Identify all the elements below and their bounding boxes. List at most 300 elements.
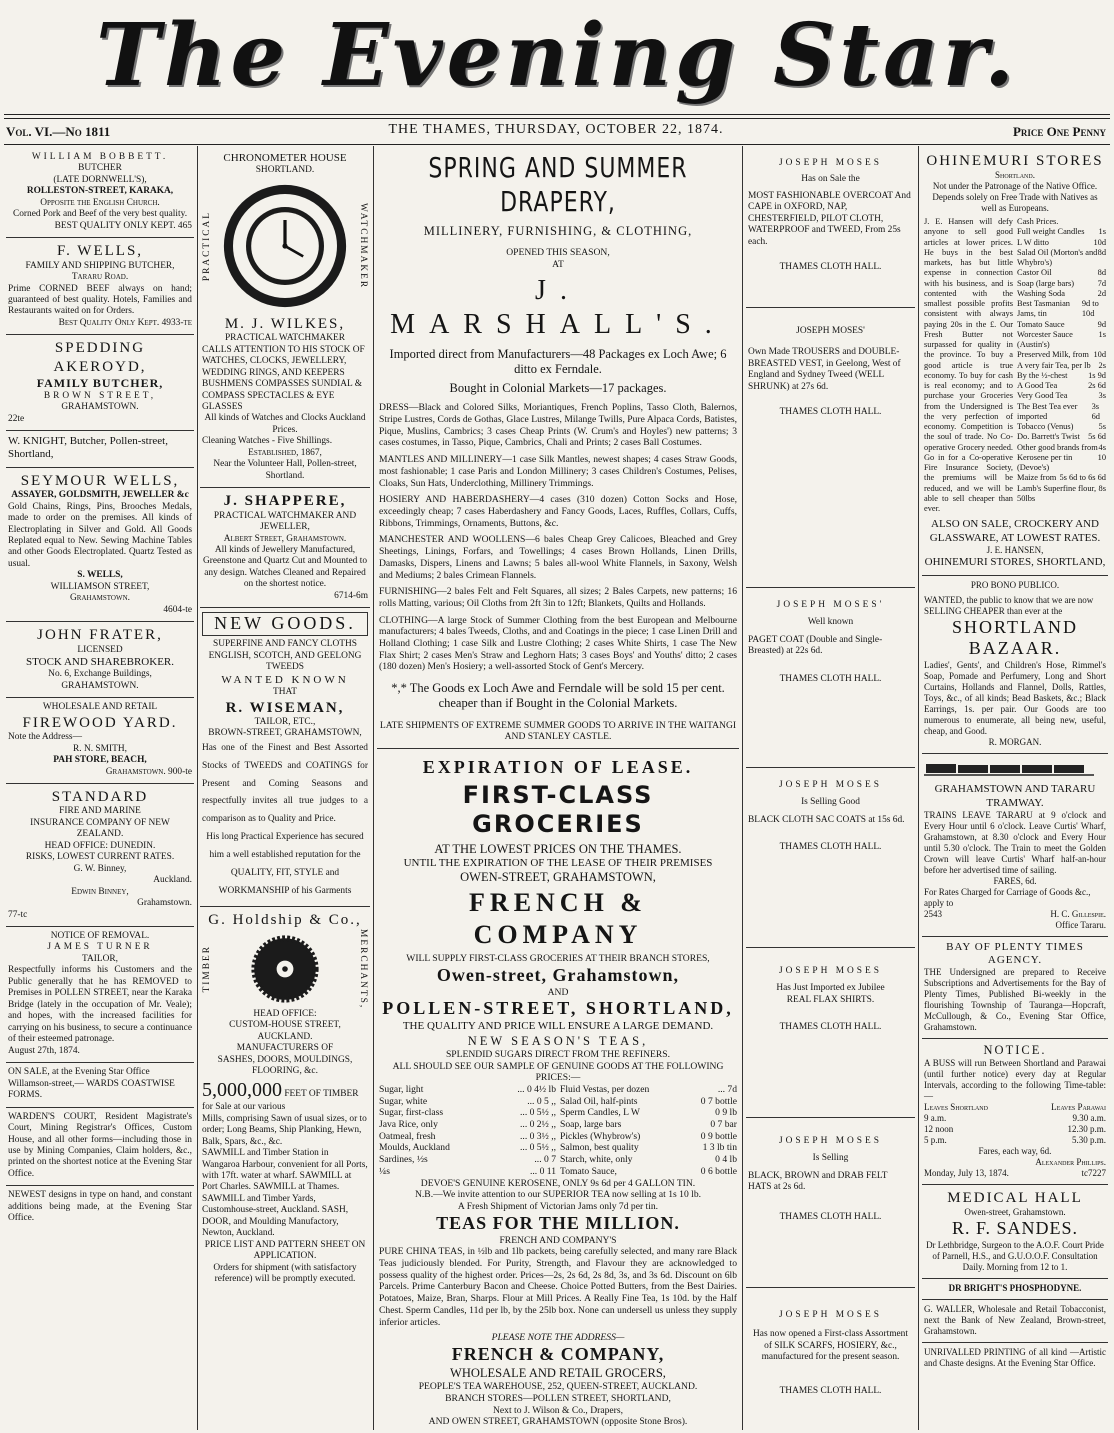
ad-body: Has now opened a First-class Assortment of SILK SCARFS, HOSIERY, &c., manufactured for the present season. — [753, 1329, 908, 1363]
ad-address: CUSTOM-HOUSE STREET, AUCKLAND. — [229, 1020, 341, 1042]
item-price: 8d — [1097, 268, 1106, 278]
ad-body: CALLS ATTENTION TO HIS STOCK OF WATCHES, CLOCKS, JEWELLERY, WEDDING RINGS, AND KEEPERS BUSHMENS COMPASSES SUNDIAL & COMPASS SPECTACLES & EYE GLASSES — [202, 344, 365, 412]
ad-french-company — [377, 749, 739, 1428]
ad-location: Opposite the English Church. — [40, 197, 160, 208]
departure-parawai: 12.30 p.m. — [1067, 1124, 1106, 1135]
ad-heading: J. SHAPPERE, — [223, 493, 347, 510]
ad-moses-3 — [746, 588, 915, 768]
departure-shortland: 5 p.m. — [924, 1135, 947, 1146]
ad-subheading: MILLINERY, FURNISHING, & CLOTHING, — [423, 223, 693, 238]
ad-heading: SPEDDING AKEROYD, — [53, 340, 147, 375]
item-price: 2d — [1097, 288, 1106, 298]
ad-seymour-wells — [6, 468, 194, 622]
ad-address: HEAD OFFICE: DUNEDIN. — [44, 840, 156, 851]
item-price: 0 4 lb — [715, 1154, 737, 1166]
ad-body: SUPERFINE AND FANCY CLOTHS — [212, 639, 358, 650]
item-name: Tobacco (Venus) — [1017, 422, 1074, 432]
column-divider — [373, 146, 374, 1430]
item-name: Sardines, ½s — [379, 1154, 428, 1166]
ad-heading: R. WISEMAN, — [225, 699, 345, 716]
ad-address: POLLEN-STREET, SHORTLAND, — [382, 998, 734, 1019]
ad-moses-5 — [746, 948, 915, 1118]
item-name: By the ½-chest — [1017, 370, 1068, 380]
ad-list-item: MANTLES AND MILLINERY—1 case Silk Mantles, newest shapes; 4 cases Straw Goods, most fashionable; 1 case Paris and London Millinery; 3 cases Children's Costumes, Pelises, Cloaks, Sun Hats, Underclothing, Millinery Trimmings. — [379, 454, 737, 489]
price-row — [560, 1131, 737, 1143]
ad-note: *,* The Goods ex Loch Awe and Ferndale will be sold 15 per cent. cheaper than if Bought in the Colonial Markets. — [391, 681, 725, 711]
ad-address: Near the Volunteer Hall, Pollen-street, Shortland. — [213, 459, 357, 481]
ad-body: Gold Chains, Rings, Pins, Brooches Medals, made to order on the premises. All kinds of Electroplating in Silver and Gold. All Goods Replated equal to New. Sewing Machine Tables and other Goods Electroplated. Quartz Tested as usual. — [8, 501, 192, 569]
masthead-title: The Evening Star. — [95, 5, 1019, 106]
item-price: 9d to 10d — [1081, 299, 1099, 319]
ad-date: Monday, July 13, 1874. — [924, 1168, 1009, 1179]
ad-heading: JOSEPH MOSES — [779, 966, 882, 976]
item-price: 0 7 bar — [710, 1119, 737, 1131]
ad-address: HEAD OFFICE: — [253, 1008, 317, 1019]
ad-bay-of-plenty — [922, 937, 1108, 1040]
item-name: Soap (large bars) — [1017, 278, 1075, 288]
item-price: 0 9 lb — [715, 1107, 737, 1119]
ad-signature: S. WELLS, — [77, 570, 123, 581]
ad-heading: NOTICE. — [983, 1043, 1047, 1058]
ad-body: PAGET COAT (Double and Single-Breasted) at 22s 6d. — [748, 634, 883, 657]
ad-trade: FAMILY AND SHIPPING BUTCHER, — [25, 260, 175, 271]
item-price: 10 — [1097, 452, 1106, 462]
ad-date: Established, 1867, — [248, 447, 322, 458]
ad-address: Albert Street, Grahamstown. — [223, 533, 347, 544]
ad-trade: PRACTICAL WATCHMAKER AND JEWELLER, — [213, 510, 357, 533]
ad-heading: NEW GOODS. — [202, 612, 368, 636]
item-price: ... 0 11 — [529, 1165, 556, 1177]
item-name: Salad Oil, half-pints — [560, 1095, 638, 1107]
ad-body: ENGLISH, SCOTCH, AND GEELONG TWEEDS — [208, 650, 362, 673]
timetable-header: Leaves Parawai — [1051, 1102, 1106, 1113]
price-row — [1017, 361, 1106, 371]
ad-heading: JOSEPH MOSES — [779, 1136, 882, 1146]
ad-on-sale — [6, 1063, 194, 1107]
ad-bobbett — [6, 148, 194, 238]
ad-heading: GRAHAMSTOWN AND TARARU TRAMWAY. — [934, 783, 1096, 809]
ad-note: LATE SHIPMENTS OF EXTREME SUMMER GOODS TO ARRIVE IN THE WAITANGI AND STANLEY CASTLE. — [379, 719, 737, 743]
item-name: Java Rice, only — [379, 1119, 438, 1131]
price-list-right — [560, 1084, 737, 1178]
ad-heading: G. Holdship & Co., — [208, 911, 362, 928]
column-2 — [200, 148, 370, 1428]
item-price: ... 0 7 — [534, 1154, 556, 1166]
item-name: A Good Tea — [1017, 381, 1058, 391]
price-row — [560, 1107, 737, 1119]
ad-list-item: MANCHESTER AND WOOLLENS—6 bales Cheap Grey Calicoes, Bleached and Grey Sheetings, Linings, Forfars, and Towellings; 4 cases Brown Hollands, Linen Drills, Damasks, Dispers, Linens and Lawns; 5 bales all-wool White Flannels, in Saxony, Welsh and Mediums; 2 bales Crimean Flannels. — [379, 534, 737, 581]
price-row — [924, 1135, 1106, 1146]
ad-standard-insurance — [6, 784, 194, 927]
ad-note: Not under the Patronage of the Native Office. — [932, 181, 1098, 192]
item-price: 10d — [1093, 237, 1106, 247]
ad-heading: SHORTLAND BAZAAR. — [952, 616, 1078, 659]
item-name: Moulds, Auckland — [379, 1142, 450, 1154]
column-1 — [6, 148, 194, 1428]
ad-note: Has on Sale the — [801, 174, 860, 185]
ad-body: TRAINS LEAVE TARARU at 9 o'clock and Every Hour until 6 o'clock. Leave Curtis' Wharf, Grahamstown, at 8.30 o'clock and Every Hour until 5.30 o'clock. The Train to meet the Golden Crown will leave Curtis' Wharf half-an-hour before her advertised time of sailing. — [924, 809, 1106, 875]
ad-body: His long Practical Experience has secured him a well established reputation for the QUALITY, FIT, STYLE and WORKMANSHIP of his Garments — [206, 832, 364, 896]
ad-trade: ASSAYER, GOLDSMITH, JEWELLER &c — [11, 490, 189, 501]
ad-knight — [6, 431, 194, 468]
ad-address: ROLLESTON-STREET, KARAKA, — [26, 186, 174, 197]
item-price: 2s 6d — [1088, 381, 1106, 391]
item-price: 10d — [1093, 350, 1106, 360]
ad-note: Has Just Imported ex Jubilee — [776, 983, 885, 994]
ad-subheading: FRENCH AND COMPANY'S — [499, 1234, 617, 1246]
price-row — [1017, 289, 1106, 299]
item-name: Sugar, white — [379, 1095, 428, 1107]
ad-body: A BUSS will run Between Shortland and Parawai (until further notice) every day at Regular Intervals, according to the following Time-table:— — [924, 1058, 1106, 1102]
departure-shortland: 12 noon — [924, 1124, 954, 1135]
ad-body: All kinds of Watches and Clocks Auckland Prices. — [204, 413, 366, 435]
ad-heading: WILLIAM BOBBETT. — [31, 152, 169, 162]
ad-body: RISKS, LOWEST CURRENT RATES. — [25, 852, 175, 863]
ad-footer: THAMES CLOTH HALL. — [779, 1022, 882, 1033]
ad-body: For Rates Charged for Carriage of Goods &c., apply to — [924, 886, 1091, 908]
price-row — [379, 1154, 556, 1166]
item-name: Salad Oil (Morton's and Whybro's) — [1017, 247, 1098, 268]
ad-trade: INSURANCE COMPANY OF NEW — [30, 817, 170, 828]
item-name: Tomato Sauce, — [560, 1165, 617, 1177]
item-price: ... 0 3½ ,, — [520, 1130, 556, 1142]
ad-footer: THAMES CLOTH HALL. — [779, 1385, 882, 1396]
ad-location: Shortland. — [995, 170, 1035, 181]
ad-wiseman — [200, 608, 370, 906]
price-row — [560, 1166, 737, 1178]
ad-trade: SASHES, DOORS, MOULDINGS, FLOORING, &c. — [217, 1054, 353, 1077]
ad-signature: R. N. SMITH, — [73, 743, 127, 754]
price-row — [379, 1131, 556, 1143]
price-row — [1017, 227, 1106, 237]
item-name: Worcester Sauce (Austin's) — [1017, 329, 1073, 350]
masthead-rule-2 — [4, 118, 1110, 119]
ad-body: BLACK, BROWN and DRAB FELT HATS at 2s 6d. — [748, 1170, 888, 1193]
item-price: 0 9 bottle — [700, 1130, 737, 1142]
ad-note: Well known — [807, 617, 854, 628]
price-row — [379, 1084, 556, 1096]
ad-heading: STANDARD — [51, 789, 149, 806]
ad-heading: R. F. SANDES. — [951, 1218, 1079, 1239]
ad-code: BEST QUALITY ONLY KEPT. 465 — [54, 220, 192, 231]
ad-code: Best Quality Only Kept. 4933-te — [58, 317, 192, 328]
price-row — [1017, 279, 1106, 289]
ad-address: BRANCH STORES—POLLEN STREET, SHORTLAND, — [445, 1392, 671, 1404]
ad-moses-2 — [746, 308, 915, 588]
item-price: 1s — [1098, 329, 1106, 339]
ad-body: Prime CORNED BEEF always on hand; guaranteed of best quality. Hotels, Families and Restaurants waited on for Orders. — [8, 283, 192, 317]
ad-footer: THAMES CLOTH HALL. — [779, 262, 882, 273]
item-price: 7d — [1097, 278, 1106, 288]
ad-code: 22te — [8, 413, 25, 424]
ad-subheading: AT THE LOWEST PRICES ON THE THAMES. — [434, 841, 682, 856]
price-row — [1017, 391, 1106, 401]
price-row — [379, 1119, 556, 1131]
ad-address: BROWN-STREET, GRAHAMSTOWN, — [208, 728, 362, 739]
ad-body: Imported direct from Manufacturers—48 Packages ex Loch Awe; 6 ditto ex Ferndale. — [389, 346, 727, 376]
ad-heading: F. WELLS, — [56, 243, 144, 260]
price-row — [560, 1084, 737, 1096]
ad-body: Bought in Colonial Markets—17 packages. — [449, 381, 667, 396]
ad-note: Note the Address— — [8, 732, 82, 743]
price-row — [560, 1142, 737, 1154]
price-row — [1017, 432, 1106, 442]
ad-body: Orders for shipment (with satisfactory reference) will be promptly executed. — [213, 1262, 357, 1285]
ad-fwells — [6, 238, 194, 335]
ad-heading: TEAS FOR THE MILLION. — [436, 1212, 680, 1233]
ad-heading: JOSEPH MOSES — [779, 158, 882, 168]
price-row — [1017, 248, 1106, 269]
ad-body: Ladies', Gents', and Children's Hose, Rimmel's Soap, Pomade and Perfumery, Long and Short Curtains, Hollands and Flannel, Dolls, Rattles, Toys, &c., of all kinds; Bead Baskets, &c.; Black Earrings, 1s. per pair. Our Goods are too numerous to enumerate, all being new, useful, cheap, and Good. — [924, 660, 1106, 737]
dateline — [6, 122, 1106, 142]
ad-moses-6 — [746, 1118, 915, 1288]
ad-signature: J. E. HANSEN, — [986, 545, 1044, 556]
ad-list-item: DRESS—Black and Colored Silks, Moriantiques, French Poplins, Tasso Cloth, Balernos, Stripe Lustres, Cords de Gothas, Glace Lustres, Milange Twills, Pure Alpaca Cords, Batistes, Pique, Muslins, Cambrics; 3 cases Cheap Prints (W. Crum's and Hoyles') new patterns; 3 cases costumes, in Tasso, Pique, Cambrics, Chali and Prints; 2 cases Ball Costumes. — [379, 402, 737, 449]
ad-note: Fares, each way, 6d. — [978, 1146, 1052, 1157]
ad-body: REAL FLAX SHIRTS. — [786, 994, 875, 1005]
item-name: Oatmeal, fresh — [379, 1130, 436, 1142]
ad-signature: R. MORGAN. — [988, 737, 1042, 748]
ad-body: W. KNIGHT, Butcher, Pollen-street, Shortland, — [8, 435, 168, 461]
ad-code: 6714-6m — [334, 590, 368, 601]
item-price: 9d — [1097, 319, 1106, 329]
ad-location: Grahamstown. — [105, 766, 166, 777]
item-name: Sugar, first-class — [379, 1107, 444, 1119]
ad-body: DEVOE'S GENUINE KEROSENE, ONLY 9s 6d per 4 GALLON TIN. — [420, 1177, 696, 1189]
ad-body: THE QUALITY AND PRICE WILL ENSURE A LARGE DEMAND. — [402, 1020, 714, 1033]
ad-heading: FRENCH & COMPANY, — [451, 1343, 665, 1364]
price-row — [1017, 453, 1106, 474]
ad-wilkes — [200, 148, 370, 488]
ad-tramway — [922, 754, 1108, 936]
ad-heading: JOSEPH MOSES' — [776, 600, 885, 610]
price-list — [1017, 217, 1106, 514]
price-row — [1017, 422, 1106, 432]
ad-address: Tararu Road. — [71, 272, 129, 283]
ad-body: WARDEN'S COURT, Resident Magistrate's Court, Mining Registrar's Offices, Custom House, and all other forms—including those in use by Mining Companies, Claim holders, &c., printed on the shortest notice at the Evening Star Office. — [8, 1111, 192, 1179]
timetable — [924, 1113, 1106, 1146]
ad-heading: SPRING AND SUMMER DRAPERY, — [428, 153, 688, 219]
ad-address: Next to J. Wilson & Co., Drapers, — [492, 1404, 623, 1416]
item-price: 5s — [1098, 422, 1106, 432]
ad-address: WILLIAMSON STREET, — [50, 581, 150, 592]
ad-code: 77-tc — [8, 909, 28, 920]
item-name: Full weight Candles — [1017, 227, 1085, 237]
ad-heading: DR BRIGHT'S PHOSPHODYNE. — [948, 1283, 1082, 1294]
ad-body: NEWEST designs in type on hand, and constant additions being made, at the Evening Star Office. — [8, 1190, 192, 1224]
ad-printing — [922, 1343, 1108, 1374]
ad-designs — [6, 1186, 194, 1229]
departure-parawai: 9.30 a.m. — [1072, 1113, 1106, 1124]
price-list-left — [379, 1084, 556, 1178]
ad-moses-1 — [746, 148, 915, 308]
ad-side-label: MERCHANTS, — [358, 928, 368, 1009]
item-name: Pickles (Whybrow's) — [560, 1130, 641, 1142]
item-price: 3s — [1098, 391, 1106, 401]
ad-location: Owen-street, Grahamstown. — [964, 1207, 1066, 1218]
clock-icon — [220, 181, 350, 311]
item-price: ... 0 5½ ,, — [520, 1107, 556, 1119]
ad-shortland-bazaar — [922, 576, 1108, 755]
price-row — [1017, 320, 1106, 330]
ad-heading: BAY OF PLENTY TIMES AGENCY. — [946, 940, 1084, 967]
price-row — [379, 1096, 556, 1108]
column-divider — [197, 146, 198, 1430]
dateline-rule — [4, 144, 1110, 145]
ad-heading: JOSEPH MOSES — [779, 1310, 882, 1320]
ad-address: PEOPLE'S TEA WAREHOUSE, 252, QUEEN-STREET, AUCKLAND. — [418, 1381, 698, 1393]
ad-body: Has one of the Finest and Best Assorted Stocks of TWEEDS and COATINGS for Present and Coming Seasons and respectfully invites all true judges to a comparison as to Quality and Price. — [202, 742, 368, 825]
item-name: Do. Barrett's Twist — [1017, 432, 1080, 442]
item-name: Kerosene per tin (Devoe's) — [1017, 452, 1073, 473]
price-row — [560, 1119, 737, 1131]
price-row — [1017, 484, 1106, 505]
ad-note: FARES, 6d. — [993, 875, 1037, 886]
price-row — [379, 1166, 556, 1178]
ad-side-label: PRACTICAL — [202, 210, 212, 281]
item-name: Tomato Sauce — [1017, 319, 1065, 329]
column-divider — [918, 146, 919, 1430]
ad-moses-7 — [746, 1288, 915, 1402]
item-name: Preserved Milk, from — [1017, 350, 1089, 360]
column-3 — [377, 148, 739, 1428]
ad-body: SAWMILL and Timber Station in Wangaroa Harbour, convenient for all Ports, with 17ft. water at wharf. SAWMILL at Port Charles. SAWMILL at Thames. SAWMILL and Timber Yards, Customhouse-street, Auckland. SASH, DOOR, and Moulding Manufactory, Newton, Auckland. — [202, 1148, 368, 1239]
price-row — [924, 1113, 1106, 1124]
ad-phosphodyne — [922, 1279, 1108, 1300]
ad-body: G. WALLER, Wholesale and Retail Tobacconist, next the Bank of New Zealand, Brown-street, Grahamstown. — [924, 1304, 1106, 1337]
ad-trade: BUTCHER — [78, 163, 122, 174]
ad-firewood — [6, 698, 194, 784]
ad-note: OPENED THIS SEASON, — [506, 246, 610, 258]
price-row — [1017, 381, 1106, 391]
ad-holdship — [200, 907, 370, 1291]
ad-body: A Fresh Shipment of Victorian Jams only 7d per tin. — [457, 1200, 659, 1212]
item-name: Starch, white, only — [560, 1154, 633, 1166]
price-row — [1017, 238, 1106, 248]
item-price: 8s — [1098, 483, 1106, 493]
ad-code: 4604-te — [163, 604, 192, 615]
ad-note: PLEASE NOTE THE ADDRESS— — [491, 1332, 625, 1344]
ad-medical-hall — [922, 1185, 1108, 1279]
item-name: The Best Tea ever imported — [1017, 401, 1078, 421]
price-row — [379, 1107, 556, 1119]
item-name: Salmon, best quality — [560, 1142, 639, 1154]
ad-location: Grahamstown. — [137, 898, 192, 909]
price-row — [560, 1096, 737, 1108]
ad-trade: FIRE AND MARINE — [59, 806, 141, 817]
ad-side-label: WATCHMAKER — [358, 202, 368, 289]
ad-heading: EXPIRATION OF LEASE. — [422, 757, 694, 778]
volume-number: Vol. VI.—No 1811 — [6, 124, 111, 139]
sawblade-icon — [250, 934, 320, 1004]
item-name: Very Good Tea — [1017, 391, 1068, 401]
ad-body: BLACK CLOTH SAC COATS at 15s 6d. — [748, 814, 905, 825]
item-name: ¼s — [379, 1165, 390, 1177]
ad-body: FEET OF TIMBER for Sale at our various — [202, 1088, 359, 1113]
ad-heading: J. MARSHALL'S. — [390, 275, 726, 341]
ad-note: PRO BONO PUBLICO. — [970, 579, 1060, 590]
ad-footer: THAMES CLOTH HALL. — [779, 1211, 882, 1222]
ad-trade: FAMILY BUTCHER, — [36, 375, 164, 390]
ad-heading: NOTICE OF REMOVAL. — [50, 931, 150, 942]
ad-trade: LICENSED — [77, 644, 123, 655]
ad-heading: FIRST-CLASS GROCERIES — [462, 781, 654, 839]
ad-note: MANUFACTURERS OF — [236, 1043, 334, 1054]
ad-heading: JOSEPH MOSES — [779, 780, 882, 790]
item-price: 1s 9d — [1088, 370, 1106, 380]
issue-price: Price One Penny — [1012, 124, 1106, 139]
item-name: Lamb's Superfine flour, 50lbs — [1017, 483, 1097, 503]
ad-wardens — [6, 1108, 194, 1187]
ad-heading: SEYMOUR WELLS, — [20, 472, 180, 489]
masthead — [0, 0, 1114, 112]
timetable-header: Leaves Shortland — [924, 1102, 988, 1113]
item-price: 5s 6d to 6s 6d — [1059, 473, 1106, 483]
item-price: 2s — [1098, 360, 1106, 370]
ad-waller — [922, 1300, 1108, 1343]
item-price: 3s 6d — [1091, 401, 1100, 421]
item-name: Soap, large bars — [560, 1119, 622, 1131]
ad-body: MOST FASHIONABLE OVERCOAT And CAPE in OXFORD, NAP, CHESTERFIELD, PILOT CLOTH, WATERPROOF and TWEED, From 25s each. — [748, 190, 911, 247]
ad-body: J. E. Hansen will defy anyone to sell good articles at lower prices. He buys in the best markets, has but little expense in connection with his business, and is contented with the smallest possible profits consistent with always paying 20s in the £. Our Fresh Butter not surpassed for quality in the province. To buy a good article is true economy. To buy for cash is real economy; and to purchase your Groceries from the Undersigned is the very perfection of economy. Competition is the soul of trade. No Co-operative Grocery needed. Go in for a Co-operative Fire Insurance Society, the premiums will be reduced, and we will be able to sell cheaper than ever. — [924, 217, 1013, 514]
ad-body: Cleaning Watches - Five Shillings. — [202, 436, 333, 447]
ad-address: OHINEMURI STORES, SHORTLAND, — [924, 556, 1106, 569]
ad-body: SPLENDID SUGARS DIRECT FROM THE REFINERS. — [445, 1048, 671, 1060]
ad-note: Is Selling Good — [801, 797, 860, 808]
ad-heading: FRENCH & COMPANY — [469, 888, 647, 950]
ad-notice-buss — [922, 1039, 1108, 1185]
price-row — [1017, 443, 1106, 453]
price-row — [924, 1124, 1106, 1135]
ad-heading: CHRONOMETER HOUSE — [223, 152, 347, 164]
item-price: 0 6 bottle — [700, 1165, 737, 1177]
item-price: ... 0 5 ,, — [527, 1095, 556, 1107]
ad-address: No. 6, Exchange Buildings, — [48, 669, 152, 680]
price-row — [560, 1154, 737, 1166]
ad-date: August 27th, 1874. — [8, 1045, 80, 1056]
issue-date: THE THAMES, THURSDAY, OCTOBER 22, 1874. — [388, 122, 724, 137]
ad-body: THE Undersigned are prepared to Receive Subscriptions and Advertisements for the Bay of Plenty Times, Published Bi-weekly in the flourishing Township of Tauranga—Hopcraft, McCullough, & Co., Evening Star Office, Grahamstown. — [924, 967, 1106, 1033]
ad-note: Depends solely on Free Trade with Natives as well as Europeans. — [932, 192, 1098, 214]
ad-address: PAH STORE, BEACH, — [53, 755, 147, 766]
ad-list-item: FURNISHING—2 bales Felt and Felt Squares, all sizes; 2 Bales Carpets, new patterns; 16 rolls Matting, various; Oil Cloths from 2ft 3in to 12ft; Blankets, Quilts and Hollands. — [379, 586, 737, 609]
ad-body: Corned Pork and Beef of the very best quality. — [12, 209, 188, 220]
departure-parawai: 5.30 p.m. — [1071, 1135, 1106, 1146]
ad-code: tc7227 — [1081, 1168, 1106, 1179]
price-row — [1017, 473, 1106, 483]
ad-note: PRICE LIST AND PATTERN SHEET ON APPLICATION. — [204, 1239, 366, 1262]
ad-body: Mills, comprising Sawn of usual sizes, or to order; Long Beams, Ship Planking, Hewn, Balk, Spars, &c., &c. — [202, 1113, 367, 1147]
ad-note: THAT — [273, 687, 297, 698]
ad-note: Is Selling — [812, 1153, 849, 1164]
ad-removal — [6, 927, 194, 1063]
ad-trade: TAILOR, — [82, 953, 118, 964]
ad-location: Auckland. — [153, 875, 192, 886]
item-price: 1s — [1098, 227, 1106, 237]
price-row — [1017, 371, 1106, 381]
ad-code: 2543 — [924, 908, 942, 919]
item-price: 5s 6d — [1088, 432, 1106, 442]
ad-body: WANTED, the public to know that we are now SELLING CHEAPER than ever at the — [924, 594, 1094, 616]
ad-location: Office Tararu. — [1055, 919, 1106, 930]
ad-signature: Alexander Phillips. — [1035, 1157, 1106, 1168]
ad-subheading: WHOLESALE AND RETAIL GROCERS, — [450, 1365, 666, 1380]
price-row — [1017, 217, 1106, 227]
item-name: Sugar, light — [379, 1083, 424, 1095]
ad-moses-4 — [746, 768, 915, 948]
ad-heading: WANTED KNOWN — [221, 673, 349, 686]
item-price: 0 7 bottle — [700, 1095, 737, 1107]
